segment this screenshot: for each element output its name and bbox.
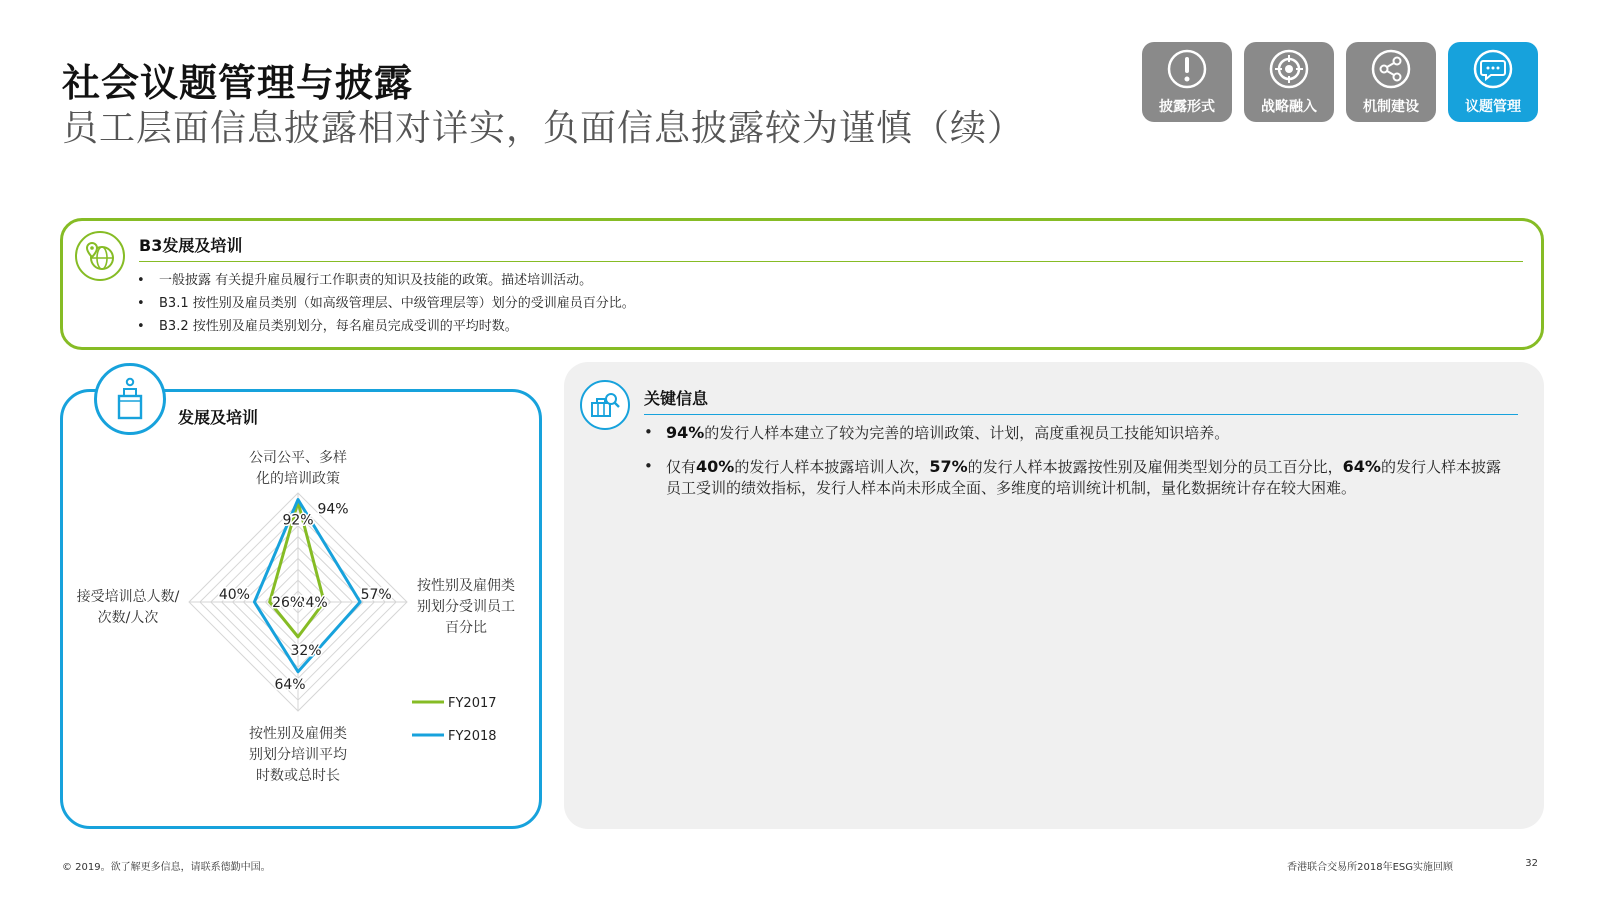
b3-requirements-box	[60, 218, 1544, 350]
nav-label: 战略融入	[1261, 99, 1317, 115]
nav-label: 议题管理	[1465, 99, 1521, 115]
page-subtitle: 员工层面信息披露相对详实，负面信息披露较为谨慎（续）	[62, 108, 1025, 149]
highlight-value: 94%	[666, 423, 705, 442]
value-label: 40%	[218, 587, 250, 603]
divider	[139, 261, 1523, 262]
axis-label-bottom: 时数或总时长	[256, 768, 340, 784]
divider	[644, 414, 1518, 415]
key-info-title: 关键信息	[644, 389, 709, 408]
value-label: 57%	[360, 587, 392, 603]
nav-label: 机制建设	[1363, 99, 1419, 115]
text: 的发行人样本披露员工受训的绩效指标，发行人样本尚未形成全面、多维度的培训统计机制，量化数据统计存在较大困难。	[666, 458, 1501, 497]
value-label: 92%	[282, 512, 314, 529]
highlight-value: 57%	[929, 457, 968, 476]
b3-list	[137, 269, 635, 338]
text: 的发行人样本披露培训人次，	[734, 458, 930, 476]
share-icon	[1370, 48, 1412, 90]
list-item	[642, 456, 1514, 499]
axis-label-left: 次数/人次	[97, 610, 159, 626]
person-podium-icon	[110, 376, 150, 422]
legend-label-fy2017: FY2017	[448, 696, 497, 711]
legend-label-fy2018: FY2018	[448, 729, 497, 744]
nav-button-topic-management[interactable]	[1448, 42, 1538, 122]
nav-button-disclosure-form[interactable]	[1142, 42, 1232, 122]
highlight-value: 40%	[696, 457, 735, 476]
section-nav	[1142, 42, 1538, 122]
training-badge	[94, 363, 166, 435]
briefcase-search-icon	[580, 380, 630, 430]
value-label: 24%	[296, 595, 328, 611]
page-number: 32	[1525, 858, 1538, 869]
chart-legend	[412, 696, 497, 744]
text: 的发行人样本建立了较为完善的培训政策、计划，高度重视员工技能知识培养。	[704, 424, 1230, 442]
value-label: 32%	[290, 642, 322, 659]
target-icon	[1268, 48, 1310, 90]
nav-button-strategy[interactable]	[1244, 42, 1334, 122]
nav-label: 披露形式	[1159, 99, 1215, 115]
chat-bubble-icon	[1472, 48, 1514, 90]
footer-copyright: © 2019。欲了解更多信息，请联系德勤中国。	[62, 862, 271, 873]
axis-label-bottom: 别划分培训平均	[249, 747, 347, 763]
page-title: 社会议题管理与披露	[62, 61, 414, 105]
exclamation-icon	[1166, 48, 1208, 90]
axis-label-right: 别划分受训员工	[417, 599, 515, 615]
axis-label-top: 化的培训政策	[256, 471, 340, 487]
list-item: • B3.1 按性别及雇员类别（如高级管理层、中级管理层等）划分的受训雇员百分比。	[137, 292, 635, 315]
text: 的发行人样本披露按性别及雇佣类型划分的员工百分比，	[967, 458, 1343, 476]
axis-label-right: 按性别及雇佣类	[417, 578, 515, 594]
key-info-list	[642, 422, 1514, 511]
axis-label-top: 公司公平、多样	[249, 450, 347, 466]
nav-button-mechanism[interactable]	[1346, 42, 1436, 122]
training-title: 发展及培训	[178, 408, 259, 427]
list-item	[642, 422, 1514, 444]
value-label: 64%	[274, 676, 306, 693]
b3-title: B3发展及培训	[139, 236, 243, 255]
axis-label-left: 接受培训总人数/	[76, 589, 180, 605]
list-item: • B3.2 按性别及雇员类别划分，每名雇员完成受训的平均时数。	[137, 315, 635, 338]
axis-label-right: 百分比	[445, 620, 487, 636]
axis-label-bottom: 按性别及雇佣类	[249, 726, 347, 742]
value-label: 26%	[272, 595, 304, 611]
footer-source: 香港联合交易所2018年ESG实施回顾	[1287, 862, 1453, 873]
globe-pin-icon	[75, 231, 125, 281]
text: 仅有	[666, 458, 697, 476]
highlight-value: 64%	[1342, 457, 1381, 476]
value-label: 94%	[317, 501, 349, 518]
radar-chart	[62, 440, 542, 810]
key-info-panel	[564, 362, 1544, 829]
list-item: • 一般披露 有关提升雇员履行工作职责的知识及技能的政策。描述培训活动。	[137, 269, 635, 292]
